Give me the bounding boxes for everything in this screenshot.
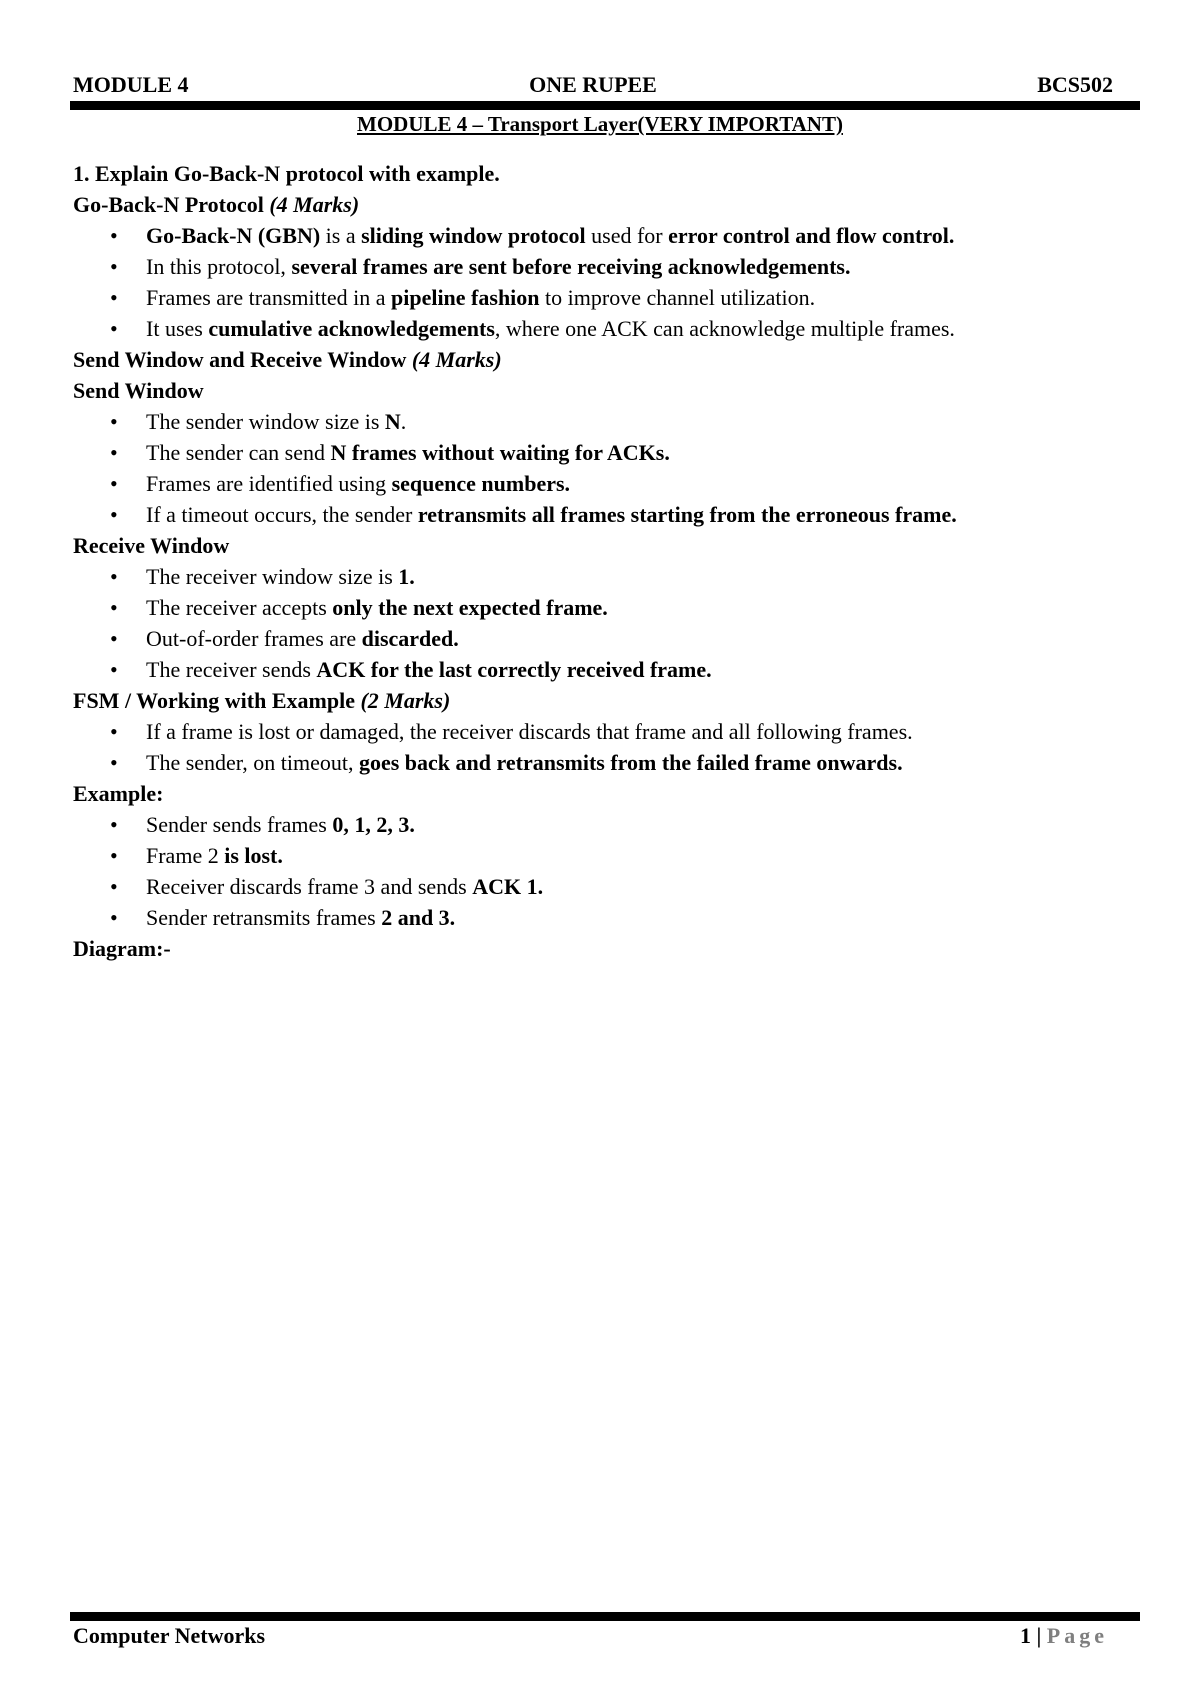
page-word: Page — [1046, 1623, 1108, 1648]
bullet-dot-icon: • — [110, 223, 118, 248]
bullet-dot-icon: • — [110, 657, 118, 682]
bullet-text-bold: sequence numbers. — [391, 471, 571, 496]
section-heading-diagram: Diagram:- — [73, 936, 171, 961]
bullet-item — [73, 437, 1143, 468]
bullet-dot-icon: • — [110, 285, 118, 310]
bullet-text: , where one ACK can acknowledge multiple frames. — [494, 316, 955, 341]
bullet-text-bold: sliding window protocol — [361, 223, 586, 248]
bullet-dot-icon: • — [110, 874, 118, 899]
section-heading-fsm — [73, 685, 1143, 716]
question-heading: 1. Explain Go-Back-N protocol with example. — [73, 161, 500, 186]
bullet-text-bold: several frames are sent before receiving acknowledgements. — [291, 254, 851, 279]
bullet-item — [73, 468, 1143, 499]
bullet-text: Receiver discards frame 3 and sends — [146, 874, 473, 899]
footer-rule — [70, 1612, 1140, 1621]
bullet-list-send — [73, 406, 1143, 530]
bullet-text: . — [400, 409, 407, 434]
header-module: MODULE 4 — [73, 72, 189, 97]
bullet-item — [73, 840, 1143, 871]
bullet-text: used for — [585, 223, 669, 248]
bullet-text: In this protocol, — [146, 254, 292, 279]
bullet-dot-icon: • — [110, 812, 118, 837]
bullet-text: If a frame is lost or damaged, the receiver discards that frame and all following frames. — [146, 719, 913, 744]
section-heading-text: FSM / Working with Example — [73, 688, 361, 713]
bullet-text: Sender retransmits frames — [146, 905, 382, 930]
header-title: ONE RUPEE — [529, 72, 657, 97]
bullet-text: If a timeout occurs, the sender — [146, 502, 418, 527]
bullet-item — [73, 313, 1143, 344]
marks-label: (4 Marks) — [269, 192, 360, 217]
header-course-code: BCS502 — [1037, 72, 1113, 97]
bullet-text-bold: cumulative acknowledgements — [208, 316, 495, 341]
bullet-text: Out-of-order frames are — [146, 626, 362, 651]
bullet-text-bold: ACK for the last correctly received frame. — [316, 657, 712, 682]
bullet-dot-icon: • — [110, 471, 118, 496]
bullet-dot-icon: • — [110, 564, 118, 589]
bullet-text-bold: goes back and retransmits from the failed frame onwards. — [358, 750, 903, 775]
bullet-text: The receiver sends — [146, 657, 317, 682]
footer-page-number — [1020, 1623, 1108, 1649]
bullet-dot-icon: • — [110, 595, 118, 620]
bullet-text: Sender sends frames — [146, 812, 333, 837]
bullet-item — [73, 282, 1143, 313]
bullet-text: Frames are identified using — [146, 471, 392, 496]
bullet-text-bold: is lost. — [224, 843, 283, 868]
bullet-text: The receiver accepts — [146, 595, 333, 620]
bullet-text: Frame 2 — [146, 843, 225, 868]
bullet-list-receive — [73, 561, 1143, 685]
bullet-dot-icon: • — [110, 843, 118, 868]
bullet-dot-icon: • — [110, 750, 118, 775]
bullet-item — [73, 902, 1143, 933]
bullet-item — [73, 871, 1143, 902]
page-number: 1 — [1019, 1623, 1031, 1648]
bullet-item — [73, 747, 1143, 778]
page-header — [73, 72, 1113, 102]
page-separator: | — [1030, 1623, 1047, 1648]
bullet-text-bold: pipeline fashion — [390, 285, 540, 310]
bullet-item — [73, 499, 1143, 530]
bullet-text: The sender window size is — [146, 409, 385, 434]
header-rule — [70, 101, 1140, 110]
section-heading-gbn — [73, 189, 1143, 220]
bullet-text-bold: error control and flow control. — [668, 223, 955, 248]
document-body — [73, 158, 1143, 964]
bullet-dot-icon: • — [110, 502, 118, 527]
bullet-dot-icon: • — [110, 316, 118, 341]
bullet-list-gbn — [73, 220, 1143, 344]
footer-subject: Computer Networks — [73, 1623, 266, 1648]
bullet-list-example — [73, 809, 1143, 933]
bullet-text-bold: 2 and 3. — [381, 905, 456, 930]
bullet-dot-icon: • — [110, 626, 118, 651]
bullet-item — [73, 592, 1143, 623]
bullet-dot-icon: • — [110, 440, 118, 465]
section-heading-text: Go-Back-N Protocol — [73, 192, 270, 217]
bullet-item — [73, 716, 1143, 747]
section-heading-example: Example: — [73, 781, 164, 806]
bullet-dot-icon: • — [110, 719, 118, 744]
bullet-item — [73, 561, 1143, 592]
bullet-text-bold: N — [384, 409, 401, 434]
bullet-text: The receiver window size is — [146, 564, 399, 589]
bullet-item — [73, 220, 1143, 251]
bullet-item — [73, 654, 1143, 685]
bullet-dot-icon: • — [110, 905, 118, 930]
marks-label: (2 Marks) — [360, 688, 451, 713]
bullet-text-bold: ACK 1. — [472, 874, 544, 899]
bullet-text-bold: discarded. — [361, 626, 459, 651]
bullet-list-fsm — [73, 716, 1143, 778]
bullet-text-bold: N frames without waiting for ACKs. — [330, 440, 670, 465]
bullet-dot-icon: • — [110, 409, 118, 434]
bullet-item — [73, 623, 1143, 654]
section-heading-send: Send Window — [73, 378, 204, 403]
page-title: MODULE 4 – Transport Layer(VERY IMPORTANT) — [357, 112, 843, 136]
bullet-text-bold: Go-Back-N (GBN) — [146, 223, 321, 248]
section-heading-windows — [73, 344, 1143, 375]
marks-label: (4 Marks) — [411, 347, 502, 372]
bullet-text: to improve channel utilization. — [539, 285, 816, 310]
bullet-text: is a — [320, 223, 362, 248]
bullet-item — [73, 406, 1143, 437]
bullet-text-bold: retransmits all frames starting from the erroneous frame. — [417, 502, 957, 527]
bullet-item — [73, 809, 1143, 840]
bullet-text: The sender can send — [146, 440, 331, 465]
section-heading-receive: Receive Window — [73, 533, 230, 558]
section-heading-text: Send Window and Receive Window — [73, 347, 412, 372]
bullet-dot-icon: • — [110, 254, 118, 279]
bullet-text-bold: 0, 1, 2, 3. — [332, 812, 415, 837]
bullet-text: Frames are transmitted in a — [146, 285, 391, 310]
bullet-item — [73, 251, 1143, 282]
bullet-text-bold: 1. — [398, 564, 415, 589]
bullet-text: It uses — [146, 316, 209, 341]
bullet-text-bold: only the next expected frame. — [332, 595, 608, 620]
bullet-text: The sender, on timeout, — [146, 750, 359, 775]
